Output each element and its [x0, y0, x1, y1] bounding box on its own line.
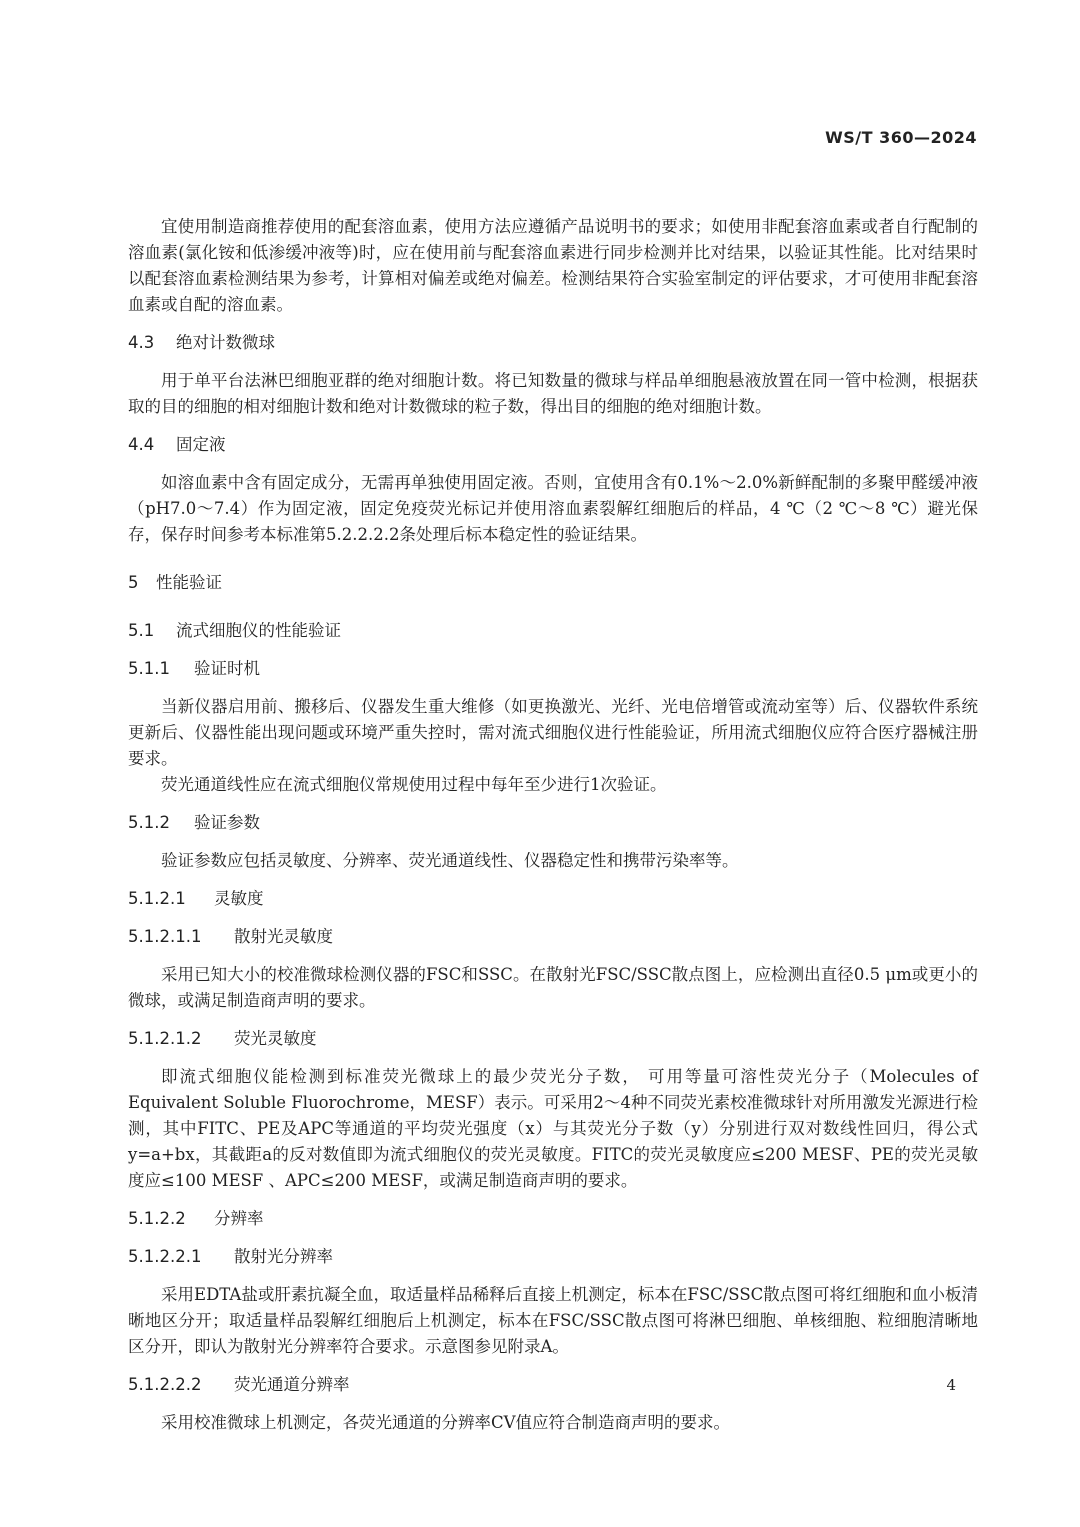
- section-title: 荧光通道分辨率: [234, 1375, 350, 1394]
- section-title: 灵敏度: [214, 889, 264, 908]
- section-heading-5-1-2: [128, 810, 978, 836]
- section-heading-5-1-2-1-1: [128, 924, 978, 950]
- section-heading-4-4: [128, 432, 978, 458]
- section-number: 4.4: [128, 435, 155, 454]
- paragraph: 采用校准微球上机测定，各荧光通道的分辨率CV值应符合制造商声明的要求。: [161, 1413, 731, 1432]
- section-title: 分辨率: [214, 1209, 264, 1228]
- section-number: 5.1.2: [128, 813, 170, 832]
- paragraph: 验证参数应包括灵敏度、分辨率、荧光通道线性、仪器稳定性和携带污染率等。: [161, 851, 739, 870]
- paragraph: 采用EDTA盐或肝素抗凝全血，取适量样品稀释后直接上机测定，标本在FSC/SSC散点图可将红细胞和血小板清晰地区分开；取适量样品裂解红细胞后上机测定，标本在FSC/SSC散点图可将淋巴细胞、单核细胞、粒细胞清晰地区分开，即认为散射光分辨率符合要求。示意图参见附录A。: [128, 1285, 978, 1356]
- section-title: 性能验证: [156, 573, 222, 592]
- section-title: 散射光分辨率: [234, 1247, 333, 1266]
- section-heading-4-3: [128, 330, 978, 356]
- paragraph: 宜使用制造商推荐使用的配套溶血素，使用方法应遵循产品说明书的要求；如使用非配套溶血素或者自行配制的溶血素(氯化铵和低渗缓冲液等)时，应在使用前与配套溶血素进行同步检测并比对结果，以验证其性能。比对结果时以配套溶血素检测结果为参考，计算相对偏差或绝对偏差。检测结果符合实验室制定的评估要求，才可使用非配套溶血素或自配的溶血素。: [128, 217, 978, 314]
- section-heading-5-1-1: [128, 656, 978, 682]
- section-heading-5-1-2-1: [128, 886, 978, 912]
- section-number: 5.1.2.1.2: [128, 1029, 202, 1048]
- section-title: 验证时机: [194, 659, 260, 678]
- section-number: 4.3: [128, 333, 155, 352]
- section-number: 5.1.2.1: [128, 889, 186, 908]
- section-heading-5-1: [128, 618, 978, 644]
- section-title: 固定液: [176, 435, 226, 454]
- section-number: 5.1.2.2.2: [128, 1375, 202, 1394]
- section-number: 5.1: [128, 621, 155, 640]
- section-number: 5.1.2.1.1: [128, 927, 202, 946]
- document-code: WS/T 360—2024: [825, 128, 977, 147]
- section-heading-5-1-2-2-1: [128, 1244, 978, 1270]
- paragraph: 如溶血素中含有固定成分，无需再单独使用固定液。否则，宜使用含有0.1%～2.0%新鲜配制的多聚甲醛缓冲液（pH7.0～7.4）作为固定液，固定免疫荧光标记并使用溶血素裂解红细胞后的样品，4 ℃（2 ℃～8 ℃）避光保存，保存时间参考本标准第5.2.2.2.2条处理后标本稳定性的验证结果。: [128, 473, 978, 544]
- page-number: 4: [946, 1376, 956, 1394]
- paragraph: 用于单平台法淋巴细胞亚群的绝对细胞计数。将已知数量的微球与样品单细胞悬液放置在同一管中检测，根据获取的目的细胞的相对细胞计数和绝对计数微球的粒子数，得出目的细胞的绝对细胞计数。: [128, 371, 978, 416]
- paragraph: 即流式细胞仪能检测到标准荧光微球上的最少荧光分子数， 可用等量可溶性荧光分子（Molecules of Equivalent Soluble Fluorochrome，MESF）表示。可采用2～4种不同荧光素校准微球针对所用激发光源进行检测，其中FITC、PE及APC等通道的平均荧光强度（x）与其荧光分子数（y）分别进行双对数线性回归，得公式y=a+bx，其截距a的反对数值即为流式细胞仪的荧光灵敏度。FITC的荧光灵敏度应≤200 MESF、PE的荧光灵敏度应≤100 MESF 、APC≤200 MESF，或满足制造商声明的要求。: [128, 1067, 978, 1190]
- section-number: 5.1.2.2.1: [128, 1247, 202, 1266]
- paragraph: 当新仪器启用前、搬移后、仪器发生重大维修（如更换激光、光纤、光电倍增管或流动室等）后、仪器软件系统更新后、仪器性能出现问题或环境严重失控时，需对流式细胞仪进行性能验证，所用流式细胞仪应符合医疗器械注册要求。: [128, 697, 978, 768]
- section-number: 5.1.1: [128, 659, 170, 678]
- section-heading-5-1-2-1-2: [128, 1026, 978, 1052]
- page-content: [128, 214, 978, 1436]
- section-heading-5-1-2-2: [128, 1206, 978, 1232]
- section-title: 荧光灵敏度: [234, 1029, 317, 1048]
- section-number: 5: [128, 573, 139, 592]
- paragraph: 采用已知大小的校准微球检测仪器的FSC和SSC。在散射光FSC/SSC散点图上，应检测出直径0.5 μm或更小的微球，或满足制造商声明的要求。: [128, 965, 978, 1010]
- section-title: 散射光灵敏度: [234, 927, 333, 946]
- section-title: 验证参数: [194, 813, 260, 832]
- paragraph: 荧光通道线性应在流式细胞仪常规使用过程中每年至少进行1次验证。: [161, 775, 667, 794]
- section-heading-5-1-2-2-2: [128, 1372, 978, 1398]
- section-title: 流式细胞仪的性能验证: [176, 621, 341, 640]
- section-title: 绝对计数微球: [176, 333, 275, 352]
- section-number: 5.1.2.2: [128, 1209, 186, 1228]
- chapter-heading-5: [128, 570, 978, 596]
